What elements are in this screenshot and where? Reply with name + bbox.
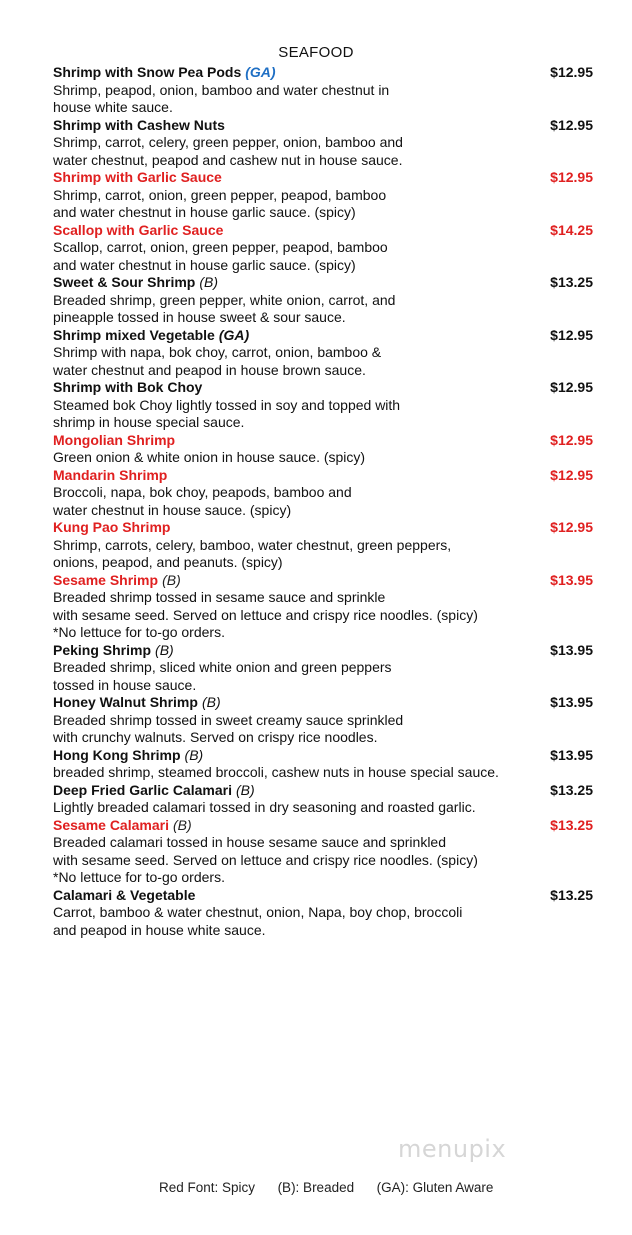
menu-item (53, 747, 593, 782)
menu-item-price: $13.25 (550, 886, 593, 903)
menu-item-description: Steamed bok Choy lightly tossed in soy and topped with shrimp in house special sauce. (53, 396, 401, 430)
menu-item-description: Shrimp, carrots, celery, bamboo, water chestnut, green peppers, onions, peapod, and peanuts. (spicy) (53, 536, 452, 570)
menu-item-name (53, 327, 249, 345)
menu-item (53, 169, 593, 222)
legend-breaded: (B): Breaded (277, 1180, 355, 1195)
menu-item-description: Broccoli, napa, bok choy, peapods, bamboo and water chestnut in house sauce. (spicy) (53, 484, 352, 518)
legend-gluten: (GA): Gluten Aware (376, 1180, 494, 1195)
menu-list (53, 64, 593, 939)
menu-item-name (53, 379, 202, 397)
legend-spicy: Red Font: Spicy (159, 1180, 256, 1195)
menu-item (53, 519, 593, 572)
menu-item-header (53, 117, 593, 135)
menu-item-name (53, 432, 175, 450)
menu-item-title: Shrimp with Cashew Nuts (53, 116, 225, 133)
menu-item-description: Shrimp, carrot, onion, green pepper, peapod, bamboo and water chestnut in house garlic sauce. (spicy) (53, 186, 387, 220)
menu-item-tag: (GA) (245, 64, 276, 80)
menu-item-name (53, 169, 222, 187)
menu-item-tag: (B) (155, 641, 174, 658)
menu-item-name (53, 572, 181, 590)
menu-item-header (53, 379, 593, 397)
menu-item-tag: (B) (184, 746, 204, 763)
menu-item-description: Scallop, carrot, onion, green pepper, peapod, bamboo and water chestnut in house garlic sauce. (spicy) (53, 239, 388, 273)
menu-item-tag: (B) (201, 694, 221, 710)
menu-item (53, 117, 593, 170)
menu-item-name (53, 222, 223, 240)
menu-item (53, 274, 593, 327)
menu-item-title: Mandarin Shrimp (53, 466, 168, 483)
menu-item-title: Deep Fried Garlic Calamari (53, 781, 232, 798)
menu-item-title: Shrimp with Bok Choy (53, 379, 203, 395)
menu-item-title: Shrimp with Garlic Sauce (53, 169, 222, 185)
menu-item (53, 379, 593, 432)
menu-item-price: $12.95 (550, 519, 593, 535)
menu-item-description: Breaded shrimp tossed in sesame sauce and sprinkle with sesame seed. Served on lettuce and crispy rice noodles. (spicy) *No lettuce for to-go orders. (53, 589, 478, 640)
menu-item-header (53, 519, 593, 537)
menu-item-name (53, 887, 195, 905)
menu-item-description: Breaded calamari tossed in house sesame sauce and sprinkled with sesame seed. Served on lettuce and crispy rice noodles. (spicy) *No lettuce for to-go orders. (53, 834, 478, 885)
menu-item-header (53, 222, 593, 240)
menu-item-header (53, 887, 593, 905)
menu-item (53, 694, 593, 747)
legend-spacer (255, 1180, 278, 1195)
menu-item-description: Breaded shrimp, green pepper, white onion, carrot, and pineapple tossed in house sweet & sour sauce. (53, 291, 396, 325)
menu-item-price: $12.95 (550, 379, 593, 395)
menu-item-header (53, 64, 593, 82)
watermark-logo: menupix (398, 1135, 507, 1163)
menu-item (53, 64, 593, 117)
menu-item-description: Breaded shrimp, sliced white onion and green peppers tossed in house sauce. (53, 659, 392, 693)
menu-item-price: $13.95 (550, 571, 593, 588)
menu-item-description: Shrimp, carrot, celery, green pepper, onion, bamboo and water chestnut, peapod and cashew nut in house sauce. (53, 134, 403, 168)
menu-item-title: Calamari & Vegetable (53, 886, 196, 903)
menu-item-price: $12.95 (550, 64, 593, 80)
menu-item-title: Shrimp mixed Vegetable (53, 326, 215, 343)
menu-item-header (53, 274, 593, 292)
menu-item (53, 642, 593, 695)
menu-item-title: Hong Kong Shrimp (53, 746, 181, 763)
menu-item (53, 572, 593, 642)
menu-item-price: $13.95 (550, 746, 593, 763)
menu-item (53, 817, 593, 887)
menu-item-name (53, 747, 203, 765)
menu-item-tag: (B) (235, 781, 255, 798)
menu-item-header (53, 432, 593, 450)
menu-item (53, 782, 593, 817)
menu-item-price: $13.25 (550, 781, 593, 798)
menu-item-title: Sesame Calamari (53, 816, 169, 833)
menu-item-price: $12.95 (550, 466, 593, 483)
menu-item-description: Carrot, bamboo & water chestnut, onion, Napa, boy chop, broccoli and peapod in house white sauce. (53, 904, 463, 938)
menu-item-header (53, 572, 593, 590)
menu-item-description: Lightly breaded calamari tossed in dry seasoning and roasted garlic. (53, 799, 476, 815)
menu-item-name (53, 694, 221, 712)
menu-item-title: Kung Pao Shrimp (53, 519, 171, 535)
menu-item-description: Breaded shrimp tossed in sweet creamy sauce sprinkled with crunchy walnuts. Served on crispy rice noodles. (53, 711, 404, 745)
legend (159, 1180, 493, 1195)
menu-item-price: $12.95 (550, 431, 593, 448)
menu-item-price: $13.95 (550, 641, 593, 658)
menu-item-title: Sesame Shrimp (53, 571, 159, 588)
menu-item-name (53, 274, 218, 292)
menu-item-description: Shrimp, peapod, onion, bamboo and water chestnut in house white sauce. (53, 81, 390, 115)
section-title: SEAFOOD (278, 44, 354, 61)
menu-item-price: $13.95 (550, 694, 593, 710)
menu-item-price: $14.25 (550, 221, 593, 238)
menu-item-description: Shrimp with napa, bok choy, carrot, onion, bamboo & water chestnut and peapod in house brown sauce. (53, 344, 382, 378)
menu-item-header (53, 747, 593, 765)
menu-item-header (53, 642, 593, 660)
menu-item-name (53, 467, 167, 485)
menu-item-header (53, 327, 593, 345)
menu-item-name (53, 519, 170, 537)
menu-item-tag: (B) (172, 816, 192, 833)
menu-item-title: Sweet & Sour Shrimp (53, 274, 196, 290)
menu-item-name (53, 817, 192, 835)
menu-item-tag: (B) (162, 571, 181, 588)
menu-item (53, 432, 593, 467)
menu-item-header (53, 694, 593, 712)
menu-item-header (53, 467, 593, 485)
menu-item (53, 467, 593, 520)
menu-item-price: $12.95 (550, 169, 593, 185)
menu-item-header (53, 782, 593, 800)
menu-item-name (53, 117, 225, 135)
menu-item-title: Scallop with Garlic Sauce (53, 221, 224, 238)
menu-item-price: $12.95 (550, 326, 593, 343)
menu-item (53, 327, 593, 380)
menu-item-name (53, 782, 255, 800)
menu-item-price: $13.25 (550, 274, 593, 290)
menu-item (53, 222, 593, 275)
menu-item-title: Mongolian Shrimp (53, 431, 176, 448)
menu-item-price: $12.95 (550, 116, 593, 133)
menu-item-name (53, 642, 174, 660)
menu-item-title: Shrimp with Snow Pea Pods (53, 64, 242, 80)
menu-item (53, 887, 593, 940)
menu-item-name (53, 64, 276, 82)
menu-item-description: breaded shrimp, steamed broccoli, cashew nuts in house special sauce. (53, 764, 499, 780)
menu-item-description: Green onion & white onion in house sauce. (spicy) (53, 449, 366, 465)
menu-item-title: Peking Shrimp (53, 641, 152, 658)
menu-item-header (53, 169, 593, 187)
menu-item-tag: (GA) (218, 326, 250, 343)
menu-item-header (53, 817, 593, 835)
menu-item-title: Honey Walnut Shrimp (53, 694, 198, 710)
menu-item-price: $13.25 (550, 816, 593, 833)
menu-item-tag: (B) (199, 274, 219, 290)
legend-spacer (354, 1180, 377, 1195)
